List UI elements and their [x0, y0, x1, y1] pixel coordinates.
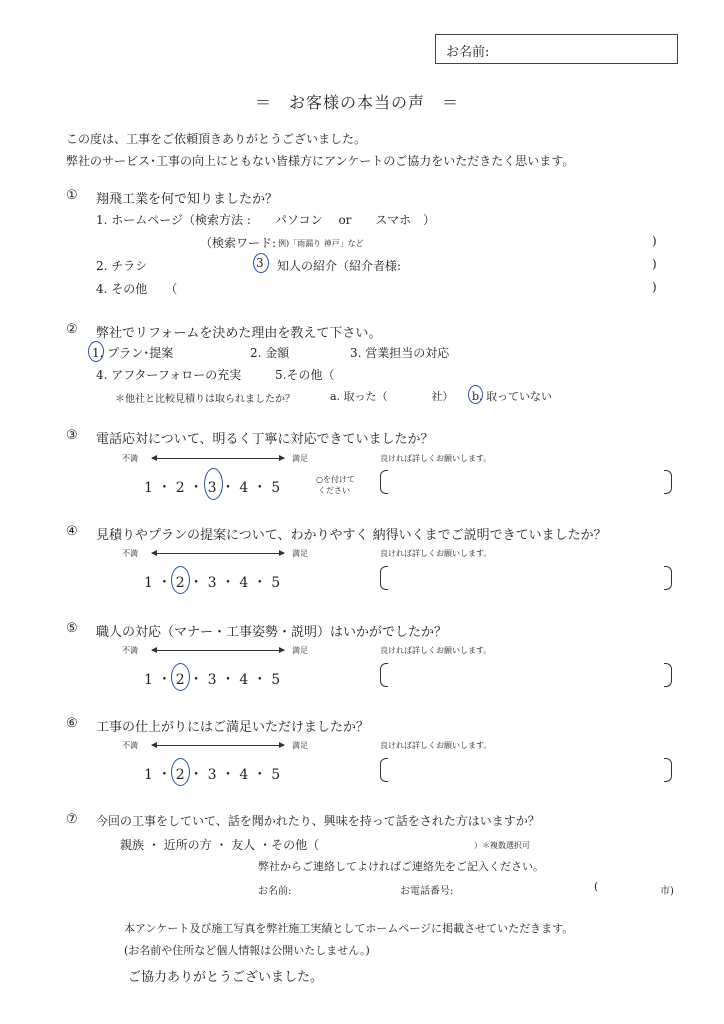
- q5-scale-arrow: [152, 650, 284, 651]
- q2-option-4[interactable]: 4. アフターフォローの充実: [96, 368, 242, 382]
- q2-sub-question: ＊他社と比較見積りは取られましたか？: [115, 394, 295, 405]
- q4-comment-close: [664, 566, 672, 590]
- q4-number: ④: [66, 524, 78, 539]
- q6-comment-close: [664, 758, 672, 782]
- q5-comment-close: [664, 663, 672, 687]
- q6-rating-circle: [171, 758, 190, 786]
- q7-multi-select-note: ）＊複数選択可: [474, 841, 530, 850]
- q3-comment-close: [664, 470, 672, 494]
- q6-scale-left: 不満: [122, 741, 138, 750]
- q5-comment-open: [380, 663, 388, 687]
- q3-question: 電話応対について、明るく丁寧に対応できていましたか？: [96, 432, 434, 447]
- q4-question: 見積りやプランの提案について、わかりやすく 納得いくまでご説明できていましたか？: [96, 528, 607, 543]
- q2-option-2[interactable]: 2. 金額: [250, 346, 290, 360]
- q6-question: 工事の仕上がりにはご満足いただけましたか？: [96, 720, 370, 735]
- q3-scale-arrow: [152, 458, 284, 459]
- q5-comment-note: 良ければ詳しくお願いします。: [380, 646, 492, 655]
- q2-option-3[interactable]: 3. 営業担当の対応: [350, 346, 450, 360]
- q3-rating-scale[interactable]: 1 ・ 2 ・ 3 ・ 4 ・ 5: [144, 480, 281, 496]
- q2-sub-a[interactable]: a. 取った（ 社）: [330, 390, 454, 403]
- q1-keyword-label: （検索ワード:: [200, 236, 277, 250]
- q1-keyword-example: 例)「雨漏り 神戸」など: [278, 239, 364, 248]
- q2-number: ②: [66, 322, 78, 337]
- q7-city-open: (: [594, 880, 599, 893]
- q7-city-field[interactable]: [602, 878, 658, 896]
- q5-number: ⑤: [66, 621, 78, 636]
- q6-scale-arrow: [152, 745, 284, 746]
- q2-option-1[interactable]: 1. プラン･提案: [92, 346, 174, 360]
- q7-name-label: お名前:: [258, 886, 292, 897]
- q1-close-2: ): [652, 257, 657, 271]
- name-label: お名前:: [446, 45, 490, 60]
- q5-question: 職人の対応（マナー・工事姿勢・説明）はいかがでしたか？: [96, 625, 448, 640]
- q1-close-3: ): [652, 280, 657, 294]
- q5-rating-scale[interactable]: 1 ・ 2 ・ 3 ・ 4 ・ 5: [144, 672, 281, 688]
- q6-number: ⑥: [66, 716, 78, 731]
- q5-scale-left: 不満: [122, 646, 138, 655]
- q6-comment-field[interactable]: [390, 758, 662, 782]
- q4-scale-arrow: [152, 553, 284, 554]
- q4-comment-note: 良ければ詳しくお願いします。: [380, 549, 492, 558]
- footer-line-1: 本アンケート及び施工写真を弊社施工実績としてホームページに掲載させていただきます。: [124, 922, 574, 935]
- q7-question: 今回の工事をしていて、話を聞かれたり、興味を持って話をされた方はいますか？: [96, 814, 540, 828]
- q1-option-3[interactable]: 知人の紹介（紹介者様:: [277, 259, 402, 273]
- q7-options[interactable]: 親族 ・ 近所の方 ・ 友人 ・その他（: [120, 838, 320, 852]
- q6-comment-note: 良ければ詳しくお願いします。: [380, 741, 492, 750]
- q3-circle-note-2: ください: [318, 486, 350, 495]
- q6-rating-scale[interactable]: 1 ・ 2 ・ 3 ・ 4 ・ 5: [144, 767, 281, 783]
- q1-number: ①: [66, 188, 78, 203]
- q1-option-1[interactable]: 1. ホームページ（検索方法 : パソコン or スマホ ）: [96, 213, 436, 227]
- footer-thanks: ご協力ありがとうございました。: [128, 970, 324, 985]
- page-title: ＝ お客様の本当の声 ＝: [255, 93, 460, 112]
- q5-rating-circle: [171, 663, 190, 691]
- q2-question: 弊社でリフォームを決めた理由を教えて下さい。: [96, 326, 382, 341]
- q7-contact-note: 弊社からご連絡してよければご連絡先をご記入ください。: [258, 860, 544, 873]
- q1-option-2[interactable]: 2. チラシ: [96, 259, 148, 273]
- q3-circle-note-1: ○を付けて: [316, 475, 355, 484]
- q5-comment-field[interactable]: [390, 663, 662, 687]
- q2-option-5[interactable]: 5.その他（: [275, 368, 335, 382]
- q3-scale-left: 不満: [122, 454, 138, 463]
- q4-rating-scale[interactable]: 1 ・ 2 ・ 3 ・ 4 ・ 5: [144, 575, 281, 591]
- q3-number: ③: [66, 428, 78, 443]
- q4-rating-circle: [171, 566, 190, 594]
- q4-comment-field[interactable]: [390, 566, 662, 590]
- q3-rating-circle: [204, 468, 223, 500]
- q3-comment-open: [380, 470, 388, 494]
- q7-city-suffix: 市): [660, 886, 674, 897]
- q1-close-1: ): [652, 234, 657, 248]
- footer-line-2: (お名前や住所など個人情報は公開いたしません。): [124, 944, 370, 957]
- intro-line-2: 弊社のサービス･工事の向上にともない皆様方にアンケートのご協力をいただきたく思います。: [66, 154, 575, 168]
- q1-option-4[interactable]: 4. その他 （: [96, 282, 178, 296]
- q2-sub-b[interactable]: b. 取っていない: [472, 390, 553, 403]
- intro-line-1: この度は、工事をご依頼頂きありがとうございました。: [66, 132, 367, 146]
- q4-scale-right: 満足: [292, 549, 308, 558]
- q4-scale-left: 不満: [122, 549, 138, 558]
- q7-phone-field[interactable]: [460, 878, 588, 896]
- q7-number: ⑦: [66, 812, 78, 827]
- q5-scale-right: 満足: [292, 646, 308, 655]
- q1-question: 翔飛工業を何で知りましたか？: [96, 192, 279, 207]
- q3-comment-field[interactable]: [390, 470, 662, 494]
- q1-option-3-num: 3: [256, 256, 264, 270]
- q6-comment-open: [380, 758, 388, 782]
- q3-comment-note: 良ければ詳しくお願いします。: [380, 454, 492, 463]
- q6-scale-right: 満足: [292, 741, 308, 750]
- q7-phone-label: お電話番号:: [400, 886, 454, 897]
- name-box[interactable]: [435, 34, 678, 64]
- q7-name-field[interactable]: [300, 878, 390, 896]
- q4-comment-open: [380, 566, 388, 590]
- q3-scale-right: 満足: [292, 454, 308, 463]
